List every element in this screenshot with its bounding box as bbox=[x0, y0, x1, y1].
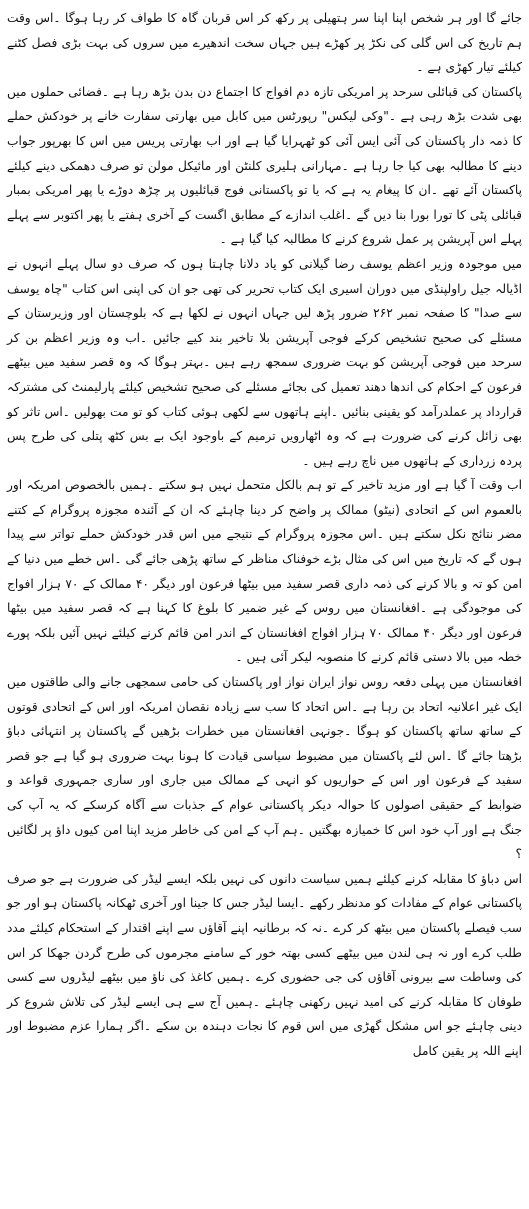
article-paragraph: میں موجودہ وزیر اعظم یوسف رضا گیلانی کو یاد دلانا چاہتا ہوں کہ صرف دو سال پہلے انہوں نے اڈیالہ جیل راولپنڈی میں دوران اسیری ایک کتاب تحریر کی تھی جو ان کی اپنی اس کتاب "چاہ یوسف سے صدا" کا صفحہ نمبر ۲۶۲ ضرور پڑھ لیں جہاں انہوں نے لکھا ہے کہ بلوچستان اور وزیرستان کے مسئلے کی صحیح تشخیص کرکے فوجی آپریشن بلا تاخیر بند کیے جائیں ۔اب وہ وزیر اعظم بن کر سرحد میں فوجی آپریشن کو بہت ضروری سمجھ رہے ہیں ۔بہتر ہوگا کہ وہ قصر سفید میں بیٹھے فرعون کے احکام کی اندھا دھند تعمیل کی بجائے مسئلے کی صحیح تشخیص کیلئے پارلیمنٹ کی مشترکہ قرارداد پر عملدرآمد کو یقینی بنائیں ۔اپنے ہاتھوں سے لکھی ہوئی کتاب کو تو مت بھولیں ۔اس تاثر کو بھی زائل کرنے کی ضرورت ہے کہ وہ اٹھارویں ترمیم کے باوجود ایک بے بس کٹھ پتلی کی طرح پس پردہ زرداری کے ہاتھوں میں ناچ رہے ہیں ۔ bbox=[7, 256, 522, 468]
article-paragraph: اس دباؤ کا مقابلہ کرنے کیلئے ہمیں سیاست دانوں کی نہیں بلکہ ایسے لیڈر کی ضرورت ہے جو صرف پاکستانی عوام کے مفادات کو مدنظر رکھے ۔ایسا لیڈر جس کا جینا اور آخری ٹھکانہ پاکستان ہو اور جو سب فیصلے پاکستان میں بیٹھ کر کرے ۔نہ کہ برطانیہ اپنے آقاؤں سے اپنے اقتدار کے استحکام کیلئے مدد طلب کرے اور نہ ہی لندن میں بیٹھے کسی بھتہ خور کے سامنے مجرموں کی طرح گردن جھکا کر اس کی وساطت سے بیرونی آقاؤں کی جی حضوری کرے ۔ہمیں کاغذ کی ناؤ میں بیٹھے لیڈروں سے کسی طوفان کا مقابلہ کرنے کی امید نہیں رکھنی چاہئے ۔ہمیں آج سے ہی ایسے لیڈر کی تلاش شروع کر دینی چاہئے جو اس مشکل گھڑی میں اس قوم کا نجات دہندہ بن سکے ۔اگر ہمارا عزم مضبوط اور اپنے اللہ پر یقین کامل bbox=[7, 871, 522, 1058]
article-paragraph: جائے گا اور ہر شخص اپنا اپنا سر ہتھیلی پر رکھ کر اس قربان گاہ کا طواف کر رہا ہوگا ۔اس وقت ہم تاریخ کی اس گلی کی نکڑ پر کھڑے ہیں جہاں سخت اندھیرے میں سروں کی بہت بڑی فصل کٹنے کیلئے تیار کھڑی ہے ۔ bbox=[7, 11, 522, 75]
article-paragraph: پاکستان کی قبائلی سرحد پر امریکی تازہ دم افواج کا اجتماع دن بدن بڑھ رہا ہے ۔فضائی حملوں میں بھی شدت بڑھ رہی ہے ۔"وکی لیکس" رپورٹس میں کابل میں بھارتی سفارت خانے پر خودکش حملے کا ذمہ دار پاکستان کی آئی ایس آئی کو ٹھہرایا گیا ہے اور اب بھارتی پریس میں اس کا بھرپور جواب دینے کا مطالبہ بھی کیا جا رہا ہے ۔مہارانی ہلیری کلنٹن اور مائیکل مولن تو صرف دھمکی دینے کیلئے پاکستان آئے تھے ۔ان کا پیغام یہ ہے کہ یا تو پاکستانی فوج قبائلیوں پر چڑھ دوڑے یا پھر امریکی بمبار قبائلی پٹی کا تورا بورا بنا دیں گے ۔اغلب اندازے کے مطابق اگست کے آخری ہفتے یا پھر اکتوبر سے پہلے پہلے اس آپریشن پر عمل شروع کرنے کا مطالبہ کیا گیا ہے ۔ bbox=[7, 84, 522, 247]
article-paragraph: افغانستان میں پہلی دفعہ روس نواز ایران نواز اور پاکستان کی حامی سمجھی جانے والی طاقتوں میں ایک غیر اعلانیہ اتحاد بن رہا ہے ۔اس اتحاد کا سب سے زیادہ نقصان امریکہ اور اس کے اتحادی قوتوں کے ساتھ ساتھ پاکستان کو ہوگا ۔جونہی افغانستان میں خطرات بڑھیں گے پاکستان پر انتہائی دباؤ بڑھتا جائے گا ۔اس لئے پاکستان میں مضبوط سیاسی قیادت کا ہونا بہت ضروری ہو گیا ہے جو قصر سفید کے فرعون اور اس کے حواریوں کو انہی کے ممالک میں جاری اور ساری جمہوری قواعد و ضوابط کے حقیقی اصولوں کا حوالہ دیکر پاکستانی عوام کے جذبات سے آگاہ کرسکے کہ یہ آپ کی جنگ ہے اور آپ خود اس کا خمیازہ بھگتیں ۔ہم آپ کے امن کی خاطر مزید اپنا امن کیوں داؤ پر لگائیں ؟ bbox=[7, 675, 522, 862]
article-paragraph: اب وقت آ گیا ہے اور مزید تاخیر کے تو ہم بالکل متحمل نہیں ہو سکتے ۔ہمیں بالخصوص امریکہ اور بالعموم اس کے اتحادی (نیٹو) ممالک پر واضح کر دینا چاہئے کہ ان کے آئندہ مجوزہ پروگرام کے کتنے مضر نتائج نکل سکتے ہیں ۔اس مجوزہ پروگرام کے نتیجے میں اس قدر خودکش حملے تواتر سے پیدا ہوں گے کہ تاریخ میں اس کی مثال بڑے خوفناک مناظر کے ساتھ پڑھی جائے گی ۔اس خطے میں دنیا کے امن کو تہ و بالا کرنے کی ذمہ داری قصر سفید میں بیٹھا فرعون اور دیگر ۴۰ ممالک کے ۷۰ ہزار افواج کی موجودگی ہے ۔افغانستان میں روس کے غیر ضمیر کا بلوغ کا کہنا ہے کہ قصر سفید میں بیٹھا فرعون اور دیگر ۴۰ ممالک ۷۰ ہزار افواج افغانستان کے اندر امن قائم کرنے کیلئے نہیں آئیں بلکہ پورے خطہ میں بالا دستی قائم کرنے کا منصوبہ لیکر آئی ہیں ۔ bbox=[7, 478, 522, 665]
